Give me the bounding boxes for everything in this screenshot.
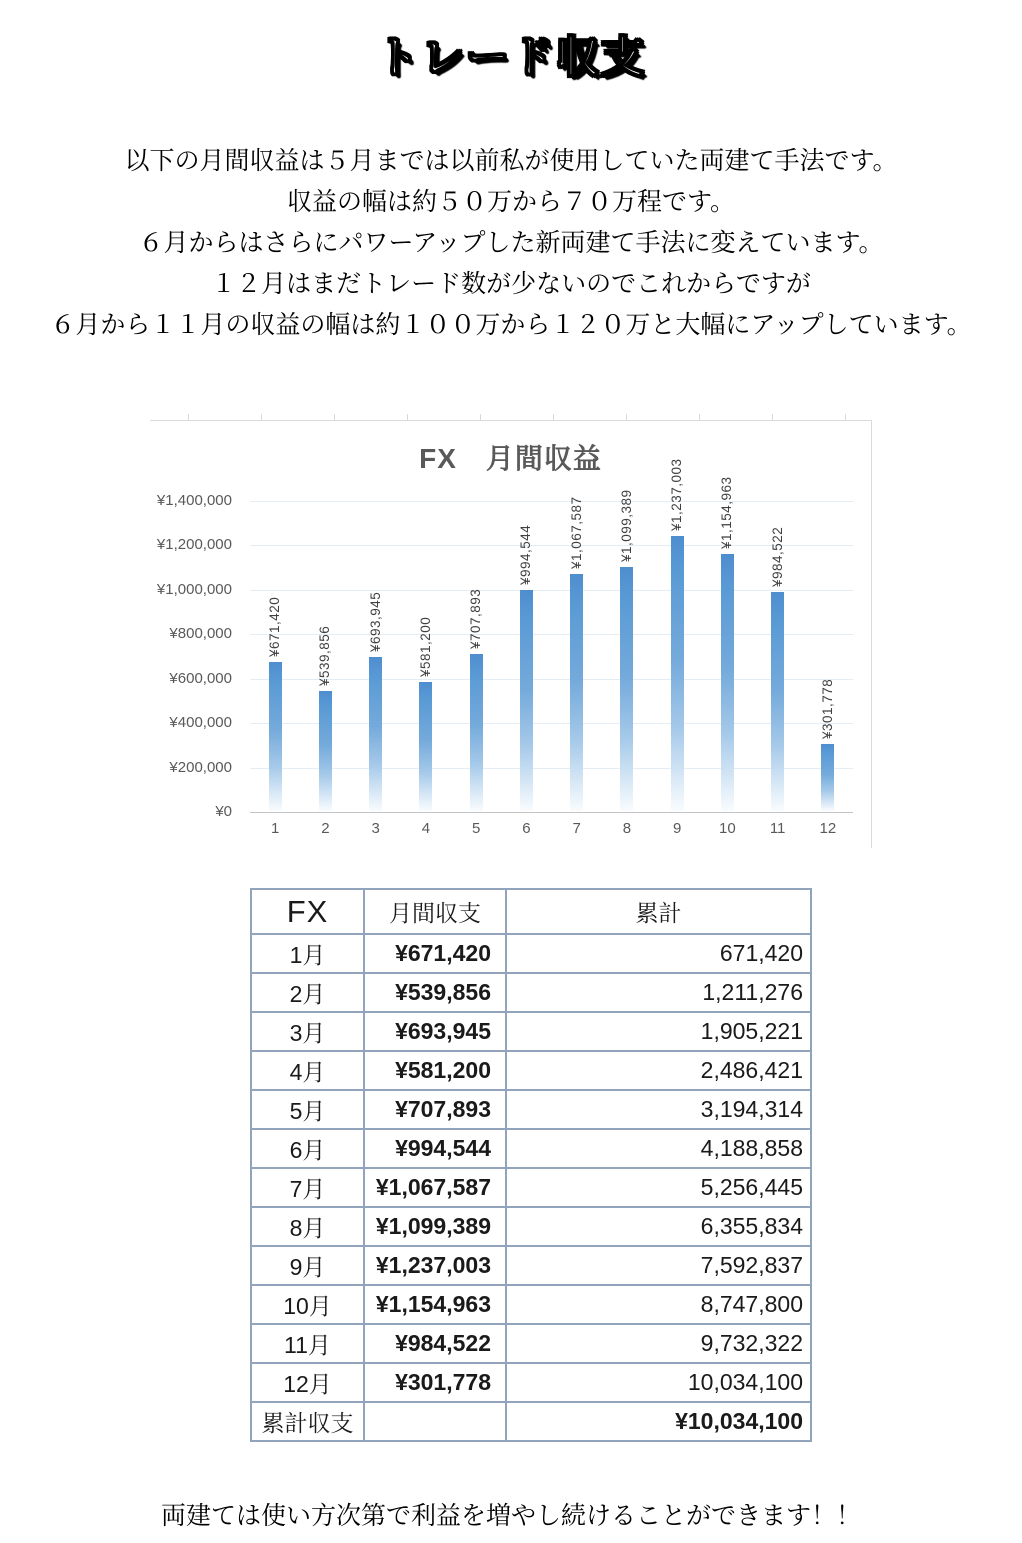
footer-note: 両建ては使い方次第で利益を増やし続けることができます！！ bbox=[160, 1502, 861, 1530]
table-row bbox=[251, 1168, 811, 1207]
table-header-row bbox=[251, 889, 811, 934]
gridline bbox=[250, 679, 853, 680]
y-tick-label: ¥600,000 bbox=[169, 669, 232, 687]
table-cell-month: 5月 bbox=[251, 1090, 364, 1129]
table-cell-cumulative: 671,420 bbox=[506, 934, 811, 973]
table-row bbox=[251, 1090, 811, 1129]
table-cell-total-cumulative: ¥10,034,100 bbox=[506, 1402, 811, 1441]
bar bbox=[821, 744, 834, 811]
table-cell-cumulative: 5,256,445 bbox=[506, 1168, 811, 1207]
table-cell-total-empty bbox=[364, 1402, 506, 1441]
bar-value-label: ¥1,099,389 bbox=[618, 489, 634, 562]
table-cell-cumulative: 3,194,314 bbox=[506, 1090, 811, 1129]
table-row bbox=[251, 1285, 811, 1324]
x-axis-line bbox=[250, 812, 853, 813]
gridline bbox=[250, 723, 853, 724]
x-tick-label: 6 bbox=[522, 820, 531, 837]
bar bbox=[721, 554, 734, 811]
table-cell-cumulative: 1,211,276 bbox=[506, 973, 811, 1012]
table-row bbox=[251, 1051, 811, 1090]
bar-value-label: ¥1,237,003 bbox=[669, 458, 685, 531]
y-tick-label: ¥800,000 bbox=[169, 625, 232, 643]
page-title: トレード収支 bbox=[376, 34, 646, 82]
table-cell-monthly-balance: ¥693,945 bbox=[364, 1012, 506, 1051]
intro-paragraph bbox=[0, 141, 1022, 346]
table-cell-monthly-balance: ¥994,544 bbox=[364, 1129, 506, 1168]
bar-value-label: ¥707,893 bbox=[468, 588, 484, 649]
table-cell-cumulative: 7,592,837 bbox=[506, 1246, 811, 1285]
intro-line-4: １２月はまだトレード数が少ないのでこれからですが bbox=[211, 270, 811, 298]
bar bbox=[269, 662, 282, 811]
table-cell-cumulative: 2,486,421 bbox=[506, 1051, 811, 1090]
bar-value-label: ¥994,544 bbox=[518, 524, 534, 585]
x-tick-label: 7 bbox=[572, 820, 581, 837]
table-cell-month: 4月 bbox=[251, 1051, 364, 1090]
x-tick-label: 2 bbox=[321, 820, 330, 837]
table-cell-monthly-balance: ¥1,099,389 bbox=[364, 1207, 506, 1246]
table-cell-monthly-balance: ¥539,856 bbox=[364, 973, 506, 1012]
table-cell-monthly-balance: ¥707,893 bbox=[364, 1090, 506, 1129]
table-row bbox=[251, 934, 811, 973]
bar bbox=[771, 592, 784, 811]
bar-value-label: ¥301,778 bbox=[819, 678, 835, 739]
table-cell-month: 7月 bbox=[251, 1168, 364, 1207]
table-body bbox=[251, 934, 811, 1441]
table-row bbox=[251, 1363, 811, 1402]
table-row bbox=[251, 1012, 811, 1051]
table-cell-monthly-balance: ¥581,200 bbox=[364, 1051, 506, 1090]
table-cell-month: 2月 bbox=[251, 973, 364, 1012]
bar bbox=[620, 567, 633, 811]
table-cell-month: 6月 bbox=[251, 1129, 364, 1168]
gridline bbox=[250, 590, 853, 591]
x-tick-label: 5 bbox=[471, 820, 481, 837]
table-cell-monthly-balance: ¥984,522 bbox=[364, 1324, 506, 1363]
bar bbox=[319, 691, 332, 811]
table-cell-monthly-balance: ¥1,154,963 bbox=[364, 1285, 506, 1324]
table-cell-cumulative: 4,188,858 bbox=[506, 1129, 811, 1168]
table-cell-cumulative: 8,747,800 bbox=[506, 1285, 811, 1324]
y-tick-label: ¥1,400,000 bbox=[156, 492, 232, 509]
y-tick-label: ¥1,000,000 bbox=[156, 580, 232, 598]
bar bbox=[520, 590, 533, 811]
table-cell-month: 10月 bbox=[251, 1285, 364, 1324]
y-tick-label: ¥1,200,000 bbox=[156, 536, 232, 554]
gridline bbox=[250, 768, 853, 769]
table-cell-month: 12月 bbox=[251, 1363, 364, 1402]
intro-line-5: ６月から１１月の収益の幅は約１００万から１２０万と大幅にアップしています。 bbox=[50, 311, 972, 339]
table-header-cumulative: 累計 bbox=[506, 889, 811, 934]
table-cell-month: 8月 bbox=[251, 1207, 364, 1246]
table-total-row bbox=[251, 1402, 811, 1441]
table-cell-cumulative: 6,355,834 bbox=[506, 1207, 811, 1246]
x-tick-label: 9 bbox=[672, 820, 682, 837]
intro-line-1: 以下の月間収益は５月までは以前私が使用していた両建て手法です。 bbox=[124, 147, 898, 175]
bar-value-label: ¥1,154,963 bbox=[719, 476, 735, 549]
gridline bbox=[250, 501, 853, 502]
gridline bbox=[250, 545, 853, 546]
table-row bbox=[251, 973, 811, 1012]
table-cell-month: 1月 bbox=[251, 934, 364, 973]
table-row bbox=[251, 1324, 811, 1363]
intro-line-2: 収益の幅は約５０万から７０万程です。 bbox=[286, 188, 735, 216]
table-row bbox=[251, 1207, 811, 1246]
table-cell-month: 3月 bbox=[251, 1012, 364, 1051]
x-tick-label: 3 bbox=[371, 820, 380, 837]
chart-title: FX 月間収益 bbox=[419, 443, 602, 474]
bar bbox=[671, 536, 684, 811]
bar-value-label: ¥693,945 bbox=[367, 591, 383, 652]
intro-line-3: ６月からはさらにパワーアップした新両建て手法に変えています。 bbox=[138, 229, 884, 257]
x-tick-label: 11 bbox=[769, 820, 786, 837]
table-cell-cumulative: 10,034,100 bbox=[506, 1363, 811, 1402]
bar bbox=[419, 682, 432, 811]
table-cell-month: 9月 bbox=[251, 1246, 364, 1285]
y-tick-label: ¥200,000 bbox=[169, 758, 232, 776]
chart-top-gridline-ticks bbox=[188, 414, 871, 421]
x-tick-label: 8 bbox=[622, 820, 632, 837]
x-tick-label: 1 bbox=[270, 820, 280, 837]
gridline bbox=[250, 634, 853, 635]
bar-value-label: ¥1,067,587 bbox=[568, 496, 584, 569]
fx-monthly-income-chart bbox=[150, 420, 872, 848]
table-cell-total-label: 累計収支 bbox=[251, 1402, 364, 1441]
table-cell-month: 11月 bbox=[251, 1324, 364, 1363]
x-tick-label: 10 bbox=[719, 820, 736, 837]
table-row bbox=[251, 1246, 811, 1285]
table-cell-cumulative: 9,732,322 bbox=[506, 1324, 811, 1363]
bar-value-label: ¥581,200 bbox=[417, 616, 433, 677]
table-cell-monthly-balance: ¥1,237,003 bbox=[364, 1246, 506, 1285]
table-cell-monthly-balance: ¥671,420 bbox=[364, 934, 506, 973]
fx-results-table bbox=[250, 888, 812, 1442]
table-cell-cumulative: 1,905,221 bbox=[506, 1012, 811, 1051]
x-tick-label: 12 bbox=[819, 820, 837, 837]
table-header-monthly-balance: 月間収支 bbox=[364, 889, 506, 934]
bar bbox=[369, 657, 382, 811]
y-tick-label: ¥400,000 bbox=[169, 714, 232, 732]
bar bbox=[570, 574, 583, 811]
bar bbox=[470, 654, 483, 811]
bar-value-label: ¥539,856 bbox=[317, 625, 333, 686]
table-header-fx: FX bbox=[251, 889, 364, 934]
chart-plot-area bbox=[150, 421, 871, 848]
y-tick-label: ¥0 bbox=[215, 803, 232, 820]
bar-value-label: ¥671,420 bbox=[267, 596, 283, 657]
bar-value-label: ¥984,522 bbox=[769, 526, 785, 587]
table-row bbox=[251, 1129, 811, 1168]
table-cell-monthly-balance: ¥301,778 bbox=[364, 1363, 506, 1402]
x-tick-label: 4 bbox=[421, 820, 431, 837]
table-cell-monthly-balance: ¥1,067,587 bbox=[364, 1168, 506, 1207]
